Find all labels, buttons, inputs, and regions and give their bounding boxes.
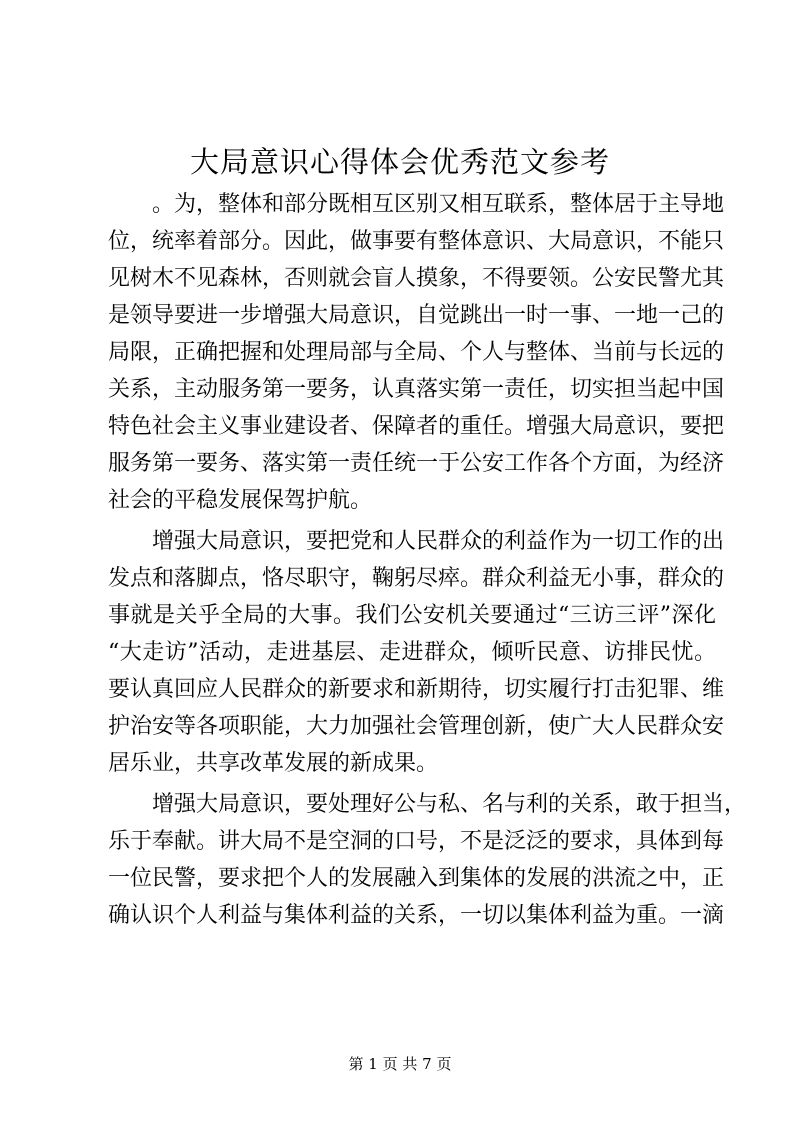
text-line: 社会的平稳发展保驾护航。 — [108, 488, 373, 513]
text-line: 增强大局意识，要把党和人民群众的利益作为一切工作的出 — [108, 529, 725, 554]
document-body — [108, 186, 747, 934]
text-line: 事就是关乎全局的大事。我们公安机关要通过“三访三评”深化 — [108, 603, 716, 628]
page-footer: 第 1 页 共 7 页 — [348, 1055, 452, 1073]
document-title: 大局意识心得体会优秀范文参考 — [189, 145, 610, 179]
paragraph-1 — [108, 186, 725, 519]
paragraph-3 — [108, 786, 747, 934]
text-line: 一位民警，要求把个人的发展融入到集体的发展的洪流之中，正 — [108, 866, 725, 891]
text-line: 要认真回应人民群众的新要求和新期待，切实履行打击犯罪、维 — [108, 677, 725, 702]
text-line: 发点和落脚点，恪尽职守，鞠躬尽瘁。群众利益无小事，群众的 — [108, 566, 725, 591]
text-line: 见树木不见森林，否则就会盲人摸象，不得要领。公安民警尤其 — [108, 266, 725, 291]
text-line: 。为，整体和部分既相互区别又相互联系，整体居于主导地 — [108, 192, 725, 217]
paragraph-2 — [108, 523, 725, 782]
text-line: 确认识个人利益与集体利益的关系，一切以集体利益为重。一滴 — [108, 903, 725, 928]
text-line: 服务第一要务、落实第一责任统一于公安工作各个方面，为经济 — [108, 451, 725, 476]
text-line: 是领导要进一步增强大局意识，自觉跳出一时一事、一地一己的 — [108, 303, 725, 328]
text-line: 乐于奉献。讲大局不是空洞的口号，不是泛泛的要求，具体到每 — [108, 829, 725, 854]
text-line: 居乐业，共享改革发展的新成果。 — [108, 751, 439, 776]
text-line: 护治安等各项职能，大力加强社会管理创新，使广大人民群众安 — [108, 714, 725, 739]
text-line: 特色社会主义事业建设者、保障者的重任。增强大局意识，要把 — [108, 414, 725, 439]
text-line: 关系，主动服务第一要务，认真落实第一责任，切实担当起中国 — [108, 377, 725, 402]
text-line: 局限，正确把握和处理局部与全局、个人与整体、当前与长远的 — [108, 340, 725, 365]
text-line: 位，统率着部分。因此，做事要有整体意识、大局意识，不能只 — [108, 229, 725, 254]
text-line: 增强大局意识，要处理好公与私、名与利的关系，敢于担当， — [108, 792, 747, 817]
text-line: “大走访”活动，走进基层、走进群众，倾听民意、访排民忧。 — [108, 640, 716, 665]
